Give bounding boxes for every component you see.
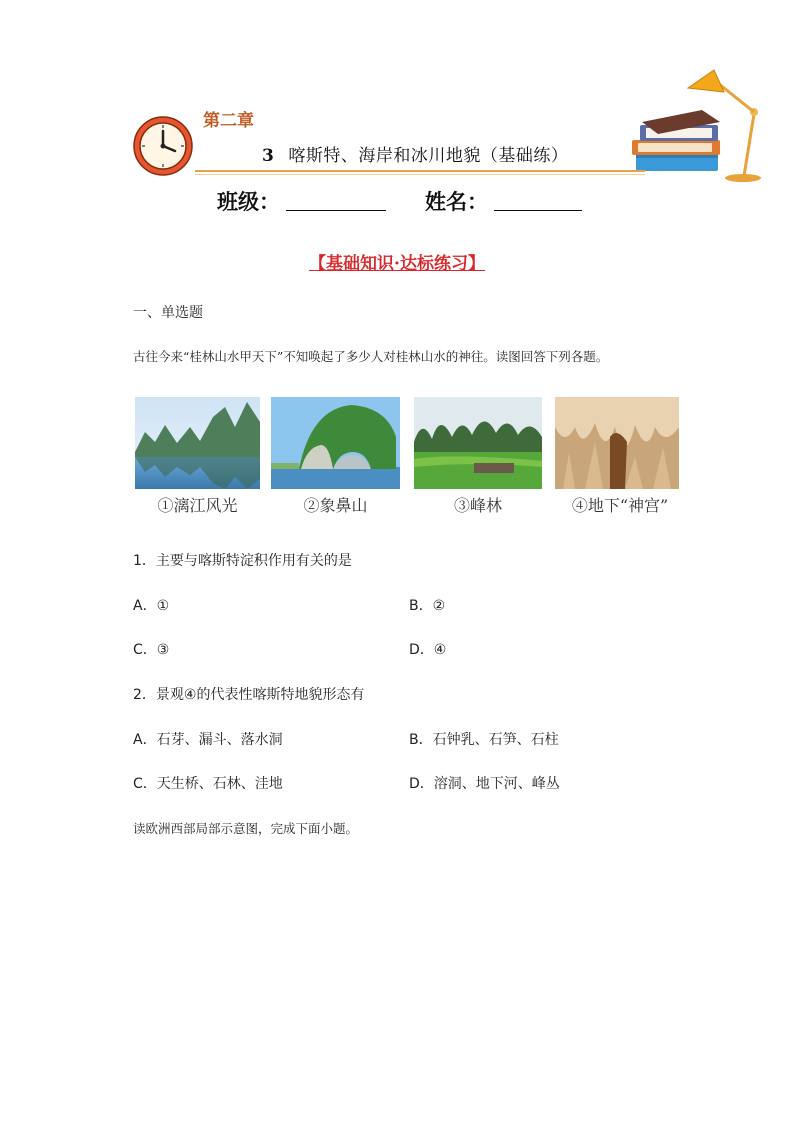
clock-icon bbox=[131, 115, 197, 177]
question-2-option-d[interactable]: D．溶洞、地下河、峰丛 bbox=[409, 776, 560, 792]
name-label: 姓名： bbox=[425, 189, 488, 214]
name-blank[interactable] bbox=[494, 210, 582, 211]
question-1-option-b[interactable]: B．② bbox=[409, 598, 446, 614]
photo-caption: ①漓江风光 bbox=[157, 496, 238, 515]
class-label: 班级： bbox=[217, 189, 280, 214]
chapter-label: 第二章 bbox=[203, 111, 254, 131]
lesson-number: 3 bbox=[262, 146, 275, 166]
photo-underground-palace bbox=[555, 397, 679, 489]
question-1-option-a[interactable]: A．① bbox=[133, 598, 170, 614]
photo-elephant-trunk-hill bbox=[271, 397, 400, 489]
photo-li-river bbox=[135, 397, 260, 489]
photo-caption: ③峰林 bbox=[453, 496, 502, 515]
lesson-title: 喀斯特、海岸和冰川地貌（基础练） bbox=[288, 146, 569, 166]
header-divider-thin bbox=[195, 174, 645, 175]
question-2-stem: 2．景观④的代表性喀斯特地貌形态有 bbox=[133, 687, 365, 703]
section-title: 【基础知识·达标练习】 bbox=[309, 254, 485, 274]
lesson-heading bbox=[262, 141, 568, 166]
question-2-option-c[interactable]: C．天生桥、石林、洼地 bbox=[133, 776, 283, 792]
stem-intro: 古往今来“桂林山水甲天下”不知唤起了多少人对桂林山水的神往。读图回答下列各题。 bbox=[133, 349, 609, 364]
class-blank[interactable] bbox=[286, 210, 386, 211]
question-1-option-c[interactable]: C．③ bbox=[133, 642, 170, 658]
question-1-stem: 1．主要与喀斯特淀积作用有关的是 bbox=[133, 553, 352, 569]
question-2-option-b[interactable]: B．石钟乳、石笋、石柱 bbox=[409, 732, 559, 748]
question-2-option-a[interactable]: A．石芽、漏斗、落水洞 bbox=[133, 732, 283, 748]
question-1-option-d[interactable]: D．④ bbox=[409, 642, 447, 658]
stem-next: 读欧洲西部局部示意图，完成下面小题。 bbox=[133, 821, 359, 836]
photo-caption: ②象鼻山 bbox=[303, 496, 368, 515]
lamp-books-illustration bbox=[628, 62, 774, 186]
question-type: 一、单选题 bbox=[133, 305, 203, 321]
photo-caption: ④地下“神宫” bbox=[571, 496, 669, 515]
photo-peak-forest bbox=[414, 397, 542, 489]
header-divider bbox=[195, 170, 645, 172]
